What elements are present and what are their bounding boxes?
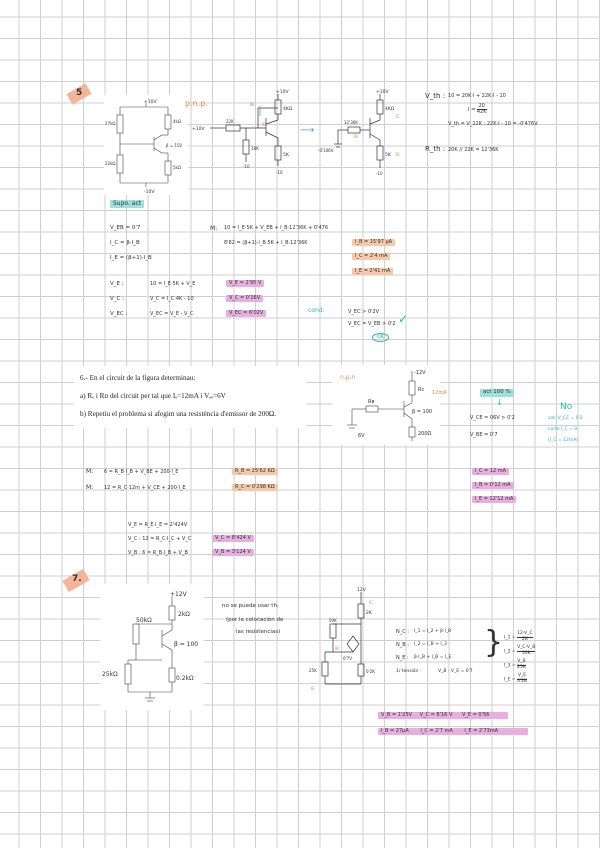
arrow-right-icon: ⟶: [300, 125, 315, 136]
problem-number-7: 7.: [72, 574, 82, 584]
mesh-label-5: M:: [210, 225, 218, 232]
thev-vbottom: -10: [376, 171, 383, 176]
right-result-6-2: I_E = 12'12 mA: [472, 496, 516, 503]
right-result-6-1: I_B = 0'12 mA: [472, 482, 514, 489]
mesh-eq-6b: 12 = R_C·12m + V_CE + 200·I_E: [104, 485, 186, 491]
v-row-eq-1: V_C = I_C·4K - 10: [150, 296, 194, 302]
sketch-re: 5K: [283, 153, 289, 158]
brace-icon: }: [484, 625, 504, 660]
mesh-eq2-5: 8'82 = (β+1)·I_B·5K + I_B·12'36K: [224, 240, 308, 246]
sketch-ie: IE: [262, 122, 266, 127]
check-icon: ✓: [398, 312, 409, 326]
v-row-6-eq-0: V_E = R_E·I_E = 2'424V: [128, 522, 188, 528]
eq2-lhs: I =: [468, 107, 476, 113]
vee-label: -10V: [144, 190, 155, 195]
eq2-den: 42K: [476, 109, 487, 115]
vth-label: V_th :: [425, 92, 446, 100]
beta-label-6: β = 100: [412, 409, 433, 415]
sketch-rc: 4KΩ: [283, 107, 293, 112]
vbb-label-6: 6V: [358, 433, 365, 439]
node-eq-1: I_2 = I_B + I_3: [414, 642, 447, 647]
circuit-figure-5: [104, 95, 188, 195]
sketch7-vcc: 12V: [357, 588, 366, 593]
v-row-result-0: V_E = 2'95 V: [226, 280, 264, 287]
vbe-eq-6: V_BE = 0'7: [470, 432, 498, 438]
ic-note-6: 12mA: [432, 390, 447, 396]
supo-act-tag: Supo. act: [110, 200, 144, 208]
thev-vtop: +10V: [376, 90, 389, 95]
beta-label: β = 150: [166, 143, 183, 148]
mesh-eq1-5: 10 = I_E·5K + V_EB + I_B·12'36K + 0'476: [224, 225, 328, 231]
right-eq-7-1-lhs: I_2 =: [504, 649, 516, 655]
sketch-circuit-7: [305, 584, 385, 694]
problem-number-5: 5: [76, 88, 83, 98]
node-label-1: N_B :: [396, 642, 409, 648]
vth-eq3: V_th = V_22K : 22K·I - 10 = -0'476V: [448, 121, 538, 127]
node-eq-3: V_B - V_E = 0'7: [438, 669, 473, 674]
vcc-label-7: +12V: [170, 591, 187, 598]
v-row-result-1: V_C = 0'16V: [226, 295, 263, 302]
rb1-label-7: 50kΩ: [136, 617, 152, 624]
mesh-result-6a: R_B = 25'62 KΩ: [232, 468, 278, 475]
right-eq-7-0-num: 12-V_C: [517, 631, 533, 636]
thev-rth: 12'36K: [344, 120, 358, 125]
r-bottom-right-label: 5kΩ: [173, 165, 181, 170]
sketch7-ib: IB: [335, 646, 339, 651]
side-note-3: (I_C = 12mA): [548, 438, 579, 443]
act-tag-6: act 100 %: [480, 389, 514, 397]
re-label-6: 200Ω: [418, 431, 432, 437]
thev-vth: -0'106V: [318, 148, 334, 153]
sketch7-vbe: 0'7V: [343, 656, 352, 661]
thev-re: 5K: [385, 153, 391, 158]
vth-eq2: [468, 104, 487, 115]
cond-label: cond.: [308, 307, 325, 314]
right-eq-7-0-den: 2K: [521, 636, 528, 642]
right-eq-7-0-lhs: I_1 =: [504, 635, 516, 641]
right-eq-7-3-lhs: I_E =: [504, 677, 516, 683]
node-label-3: 1/ tensión :: [396, 669, 422, 674]
right-eq-7-0: [504, 632, 533, 642]
sketch7-ic: IC: [369, 600, 373, 605]
v-row-6-eq-2: V_B : 6 = R_B·I_B + V_B: [128, 550, 188, 556]
sketch-vin: +10V: [192, 127, 205, 132]
right-eq-7-2-den: 25K: [517, 664, 526, 670]
thevenin-sketch: [318, 88, 418, 178]
problem6-text-block: [74, 366, 306, 428]
circuit-figure-7: [100, 584, 204, 710]
result-ie-7: I_E = 2'73mA: [464, 728, 499, 734]
sketch-vbottom: -10: [243, 164, 250, 169]
rb-label-6: Rʙ: [368, 399, 375, 405]
sketch-circuit-5: [190, 88, 300, 178]
r-top-right-label: 4kΩ: [173, 119, 181, 124]
side-no: No: [560, 402, 573, 412]
v-row-eq-2: V_EC = V_E - V_C: [150, 311, 194, 317]
v-row-6-eq-1: V_C : 12 = R_C·I_C + V_C: [128, 536, 192, 542]
node-label-2: N_E :: [396, 655, 409, 661]
sketch7-rb2: 25K: [309, 668, 317, 673]
ok-tag: OK: [372, 333, 389, 342]
problem6-title: 6.- En el circuit de la figura determinau:: [80, 374, 196, 382]
problem6-part-a: a) Rₑ i Rᴅ del circuit per tal que Iₑ=12mA i Vₑₑ=6V: [80, 392, 226, 400]
results-7-row1: [378, 712, 508, 719]
vth-eq1: 10 = 20K·I + 22K·I - 10: [448, 93, 506, 99]
result-vb-7: V_B = 1'25V: [381, 712, 413, 718]
note-7-0: no se puede usar th.: [222, 603, 279, 609]
results-7-row2: [378, 728, 528, 735]
problem6-part-b: b) Repetiu el problema si afegim una resistència d'emissor de 200Ω.: [80, 410, 277, 418]
right-eq-7-1-den: 50K: [521, 650, 531, 656]
result-ib-5: I_B = 15'97 μA: [352, 239, 395, 246]
sketch-rb: 22K: [226, 119, 234, 124]
side-note-2: corte I_C = 0: [548, 427, 578, 432]
v-row-6-result-1: V_C = 8'424 V: [212, 535, 254, 542]
v-row-6-result-2: V_B = 3'124 V: [212, 549, 254, 556]
sketch7-ie: IE: [311, 686, 315, 691]
circuit-diagram-5: [104, 95, 188, 195]
sketch7-re: 0'2K: [366, 669, 375, 674]
circuit-diagram-7: [100, 584, 204, 710]
v-row-label-1: V_C :: [110, 296, 124, 302]
eq2-num: 20: [478, 103, 485, 109]
vcc-label: +10V: [144, 100, 157, 105]
right-eq-7-2-lhs: I_3 =: [504, 663, 516, 669]
note-7-1: (por la colocación de: [226, 617, 284, 623]
mesh-label-6a: M:: [86, 468, 94, 475]
r-top-left-label: 27kΩ: [105, 121, 116, 126]
left-eq-0: V_EB = 0'7: [110, 225, 141, 231]
right-eq-7-2: [504, 660, 526, 670]
thev-rc: 4KΩ: [385, 107, 395, 112]
sketch7-rb1: 50K: [329, 618, 337, 623]
v-row-result-2: V_EC = 6'02V: [226, 310, 266, 317]
pnp-note: p.n.p.: [185, 99, 208, 108]
mesh-eq-6a: 6 = R_B·I_B + V_BE + 200·I_E: [104, 469, 179, 475]
rc-label-6: Rᴄ: [418, 387, 425, 393]
side-note-1: sat. V_CE = 0'2: [548, 416, 583, 421]
sketch-vbottom-2: -10: [276, 170, 283, 175]
right-eq-7-2-num: V_B: [517, 659, 526, 664]
result-ic-7: I_C = 2'7 mA: [420, 728, 453, 734]
vce-eq-6: V_CE = 06V > 0'2: [470, 415, 515, 421]
rb2-label-7: 25kΩ: [102, 671, 118, 678]
rth-label: R_th :: [425, 145, 446, 153]
sketch-rlower: 18K: [251, 146, 259, 151]
result-ve-7: V_E = 0'56: [461, 712, 490, 718]
v-row-eq-0: 10 = I_E·5K + V_E: [150, 281, 196, 287]
result-ib-7: I_B = 27μA: [381, 728, 409, 734]
result-vc-7: V_C = 8'16 V: [419, 712, 453, 718]
left-eq-2: I_E = (β+1)·I_B: [110, 255, 152, 261]
down-arrow-icon: ↓: [496, 398, 503, 407]
right-eq-7-3-num: V_E: [517, 673, 527, 678]
thev-ie: IE: [396, 152, 400, 157]
left-eq-1: I_C = β·I_B: [110, 240, 140, 246]
result-ie-5: I_E = 2'41 mA: [352, 268, 393, 275]
v-row-label-0: V_E :: [110, 281, 124, 287]
node-eq-2: β·I_B + I_B = I_E: [414, 655, 452, 660]
re-label-7: 0.2kΩ: [176, 675, 194, 682]
node-eq-0: I_1 = I_2 + β·I_B: [414, 629, 452, 634]
right-eq-7-1: [504, 646, 535, 656]
mesh-label-6b: M:: [86, 484, 94, 491]
thev-ic: IC: [396, 114, 400, 119]
v-row-label-2: V_EC :: [110, 311, 128, 317]
npn-note: n.p.n: [340, 374, 356, 381]
thev-ib: IB: [354, 134, 358, 139]
sketch-ib: IB: [250, 102, 254, 107]
cond-1: V_EC > 0'2V: [348, 309, 380, 315]
rc-label-7: 2kΩ: [178, 611, 190, 618]
result-ic-5: I_C = 2'4 mA: [352, 253, 390, 260]
right-eq-7-1-num: V_C-V_B: [517, 645, 536, 650]
r-bottom-left-label: 22kΩ: [105, 161, 116, 166]
mesh-result-6b: R_C = 0'298 KΩ: [232, 484, 278, 491]
right-eq-7-3: [504, 674, 527, 684]
right-eq-7-3-den: 0'2K: [517, 678, 527, 684]
sketch7-rc: 2K: [366, 611, 372, 616]
beta-label-7: β = 100: [174, 641, 199, 648]
rth-eq: 20K // 22K = 12'36K: [448, 147, 499, 153]
node-label-0: N_C :: [396, 629, 410, 635]
sketch-vtop: +10V: [276, 90, 289, 95]
note-7-2: las resistencias): [236, 629, 281, 635]
right-result-6-0: I_C = 12 mA: [472, 468, 509, 475]
vcc-label-6: -12V: [414, 370, 426, 376]
cond-2: V_EC = V_EB > 0'2: [348, 321, 396, 327]
